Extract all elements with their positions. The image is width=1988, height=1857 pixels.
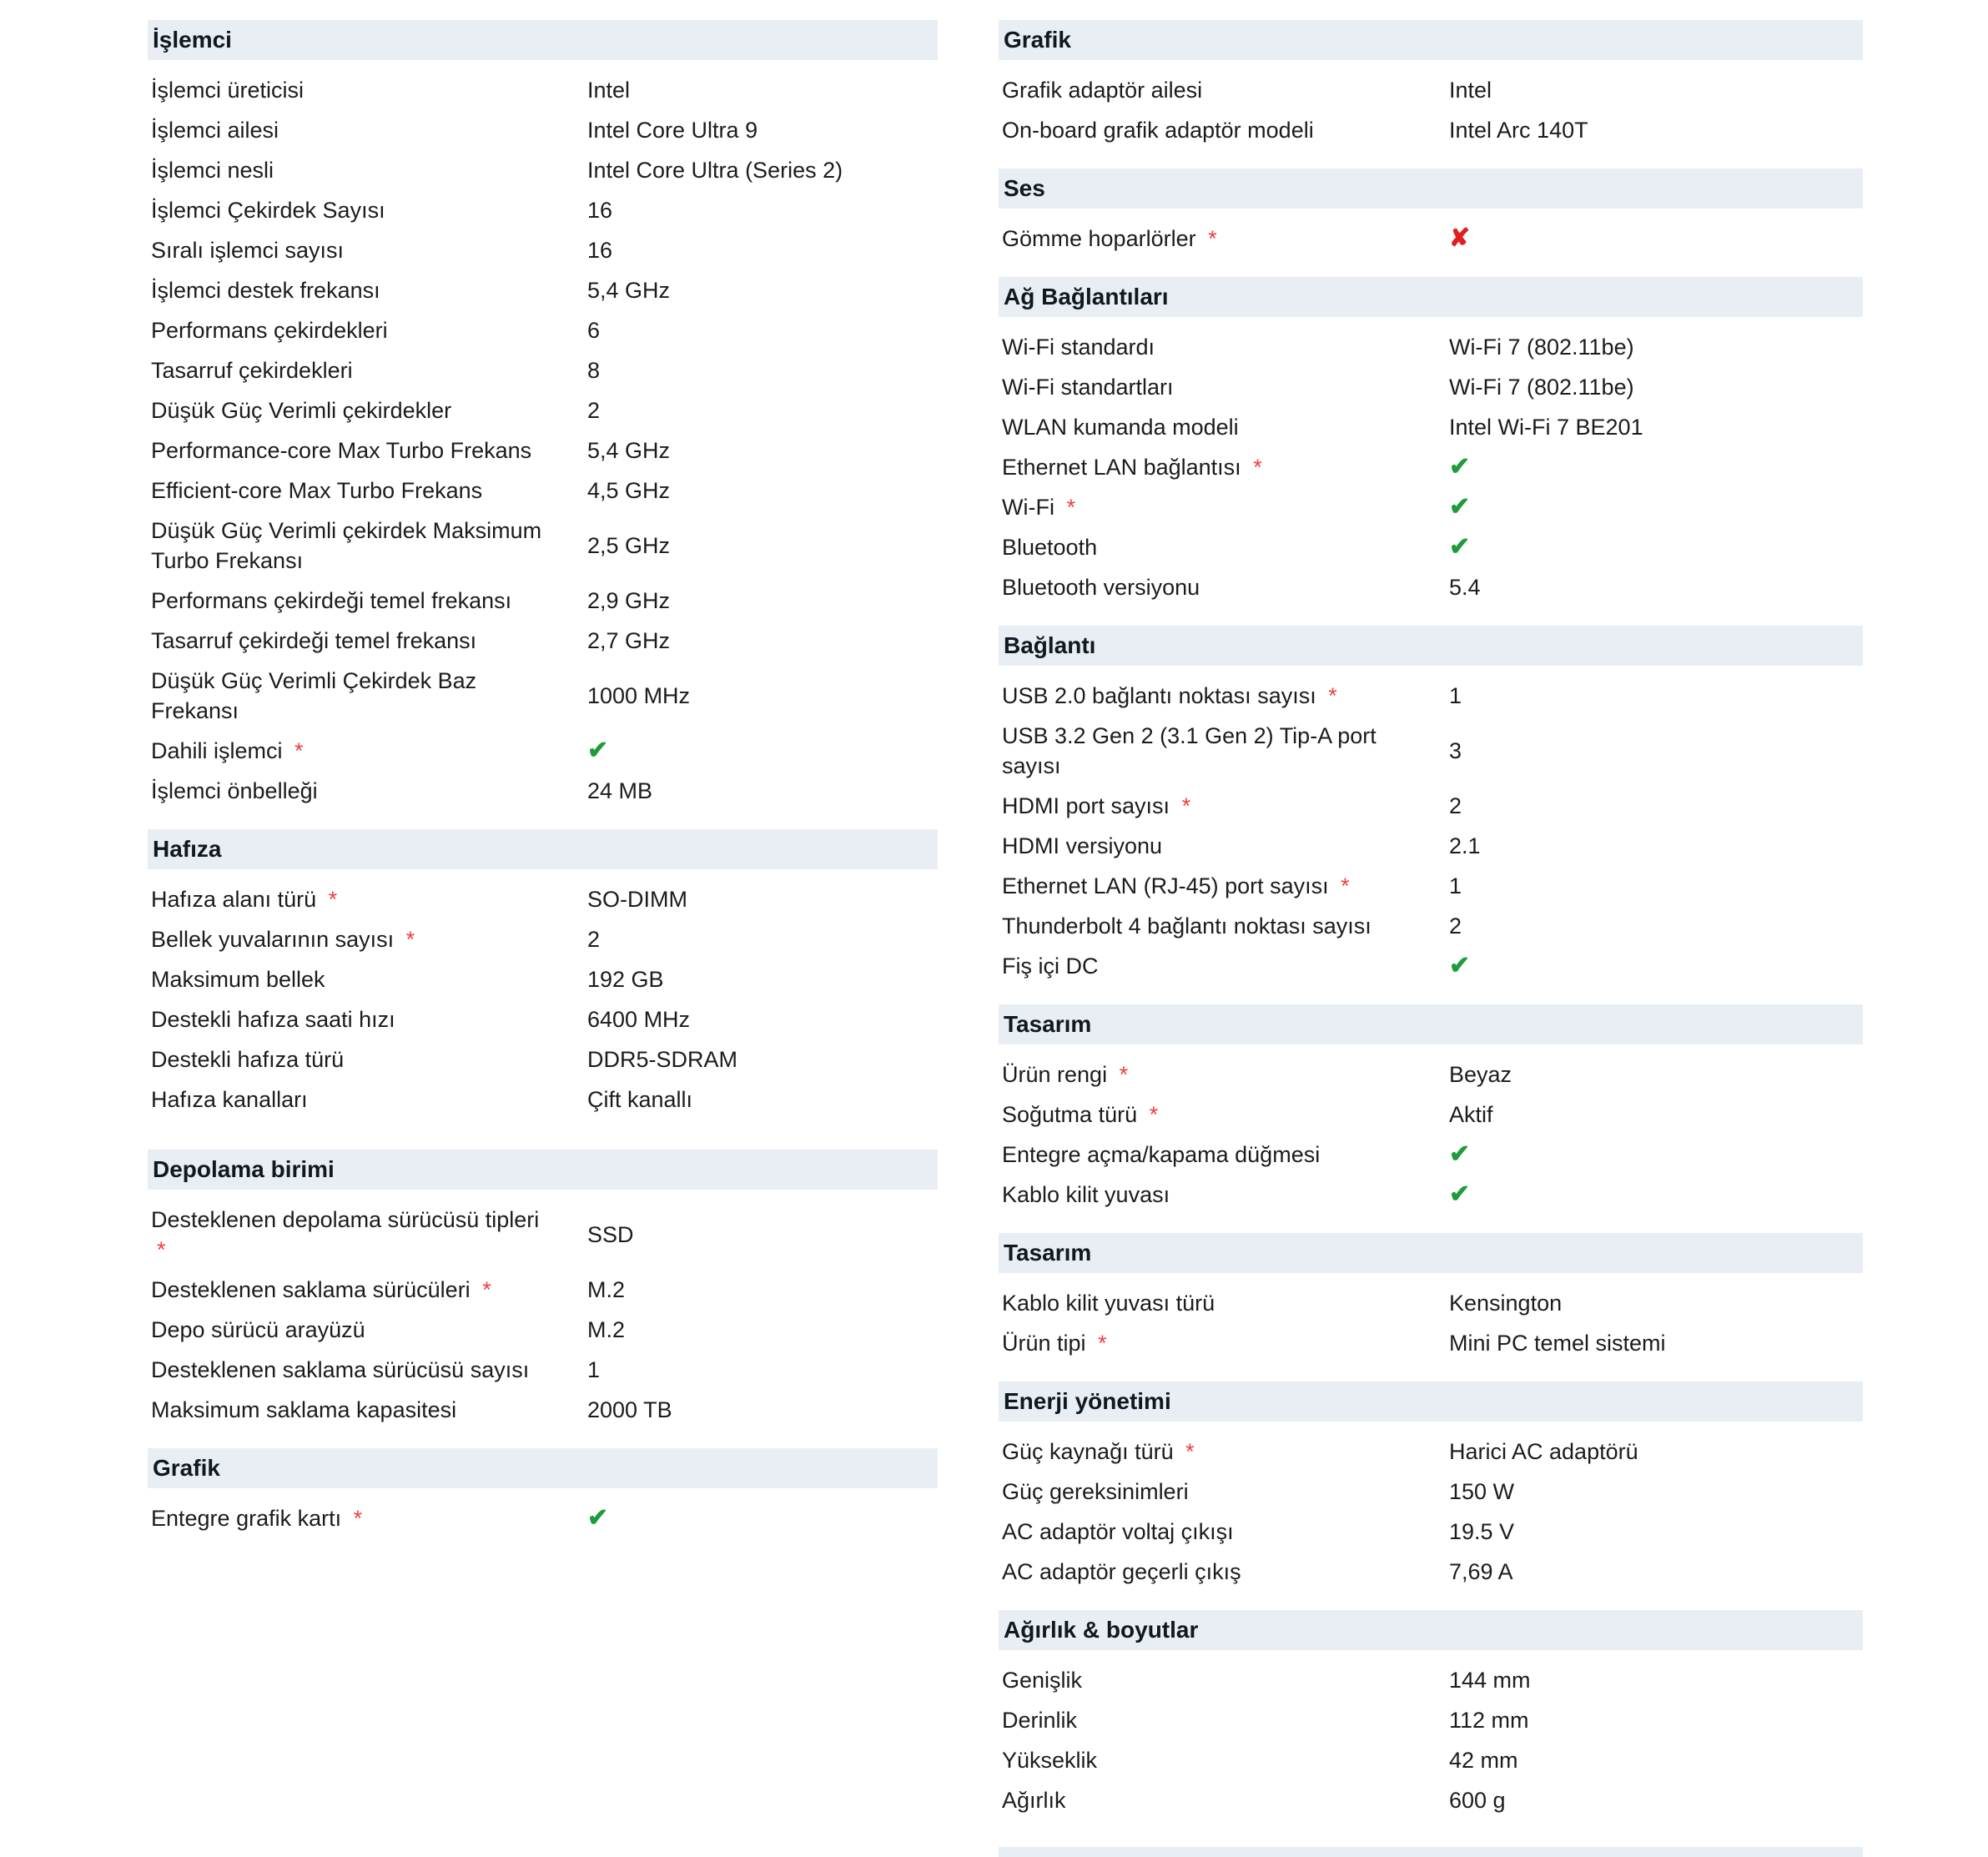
spec-label (151, 1004, 587, 1034)
spec-label-text: Desteklenen saklama sürücüsü sayısı (151, 1357, 530, 1382)
spec-value: Intel Core Ultra 9 (587, 118, 758, 143)
spec-value: 16 (587, 238, 613, 263)
spec-row (999, 1700, 1863, 1740)
spec-row (148, 731, 938, 771)
spec-row (999, 1323, 1863, 1363)
spec-value: Aktif (1449, 1102, 1493, 1127)
spec-value: 42 mm (1449, 1748, 1518, 1773)
spec-label (151, 155, 587, 185)
spec-label-text: Entegre açma/kapama düğmesi (1002, 1142, 1321, 1167)
spec-value: 2 (1449, 913, 1462, 939)
spec-label-text: Ürün rengi (1002, 1062, 1108, 1087)
spec-row (999, 1660, 1863, 1700)
spec-label-text: Performans çekirdekleri (151, 318, 388, 343)
spec-value: Intel Arc 140T (1449, 118, 1588, 143)
spec-row (999, 1054, 1863, 1095)
required-asterisk: * (353, 1506, 363, 1531)
spec-label (151, 516, 587, 576)
spec-row (999, 676, 1863, 716)
spec-label-text: Destekli hafıza saati hızı (151, 1007, 395, 1032)
spec-value: SO-DIMM (587, 887, 687, 912)
spec-value: Kensington (1449, 1291, 1563, 1316)
section-header: Tasarım (999, 1004, 1863, 1044)
spec-label-text: Wi-Fi standardı (1002, 335, 1155, 360)
spec-row (148, 1200, 938, 1270)
spec-label (1002, 492, 1449, 522)
spec-label-text: Hafıza kanalları (151, 1087, 308, 1112)
spec-label (151, 115, 587, 145)
spec-label (151, 964, 587, 994)
section-rows (999, 1432, 1863, 1592)
spec-label (1002, 372, 1449, 402)
spec-label (1002, 831, 1449, 861)
spec-label (151, 586, 587, 616)
spec-row (999, 946, 1863, 986)
right-column (999, 20, 1863, 1820)
spec-label-text: Derinlik (1002, 1708, 1078, 1733)
spec-value: 5,4 GHz (587, 278, 671, 303)
spec-value: 2,9 GHz (587, 588, 671, 613)
spec-label-text: İşlemci Çekirdek Sayısı (151, 198, 385, 223)
spec-label-text: Sıralı işlemci sayısı (151, 238, 345, 263)
section-header: Hafıza (148, 829, 938, 869)
spec-row (999, 567, 1863, 607)
spec-row (148, 1350, 938, 1390)
spec-value: Intel (587, 78, 631, 103)
spec-label-text: Wi-Fi (1002, 495, 1054, 520)
spec-section (999, 20, 1863, 150)
spec-row (999, 1175, 1863, 1215)
spec-section (999, 1004, 1863, 1215)
check-icon: ✔ (1449, 1140, 1471, 1168)
spec-value: Beyaz (1449, 1062, 1512, 1087)
spec-row (999, 110, 1863, 150)
spec-value: 6400 MHz (587, 1007, 691, 1032)
spec-label (1002, 1100, 1449, 1130)
spec-value: 16 (587, 198, 613, 223)
spec-label-text: USB 3.2 Gen 2 (3.1 Gen 2) Tip-A port sayısı (1002, 723, 1377, 778)
spec-row (999, 1512, 1863, 1552)
spec-value: 4,5 GHz (587, 478, 671, 503)
spec-row (999, 527, 1863, 567)
spec-section (148, 1448, 938, 1538)
spec-value: Intel (1449, 78, 1492, 103)
spec-label-text: Maksimum bellek (151, 967, 325, 992)
spec-label-text: WLAN kumanda modeli (1002, 415, 1239, 440)
spec-row (999, 1432, 1863, 1472)
section-rows (999, 70, 1863, 150)
spec-row (148, 310, 938, 350)
spec-value: 8 (587, 358, 601, 383)
spec-row (999, 1135, 1863, 1175)
spec-section (148, 1150, 938, 1430)
spec-label (1002, 791, 1449, 821)
spec-label (151, 435, 587, 466)
spec-label-text: Thunderbolt 4 bağlantı noktası sayısı (1002, 913, 1371, 939)
spec-value: Wi-Fi 7 (802.11be) (1449, 335, 1634, 360)
spec-label-text: AC adaptör geçerli çıkış (1002, 1559, 1241, 1584)
spec-row (148, 230, 938, 270)
spec-label-text: Düşük Güç Verimli çekirdek Maksimum Turbo Frekansı (151, 518, 542, 573)
spec-value: M.2 (587, 1317, 626, 1342)
spec-value: 2.1 (1449, 833, 1481, 858)
spec-row (999, 786, 1863, 826)
section-header: Ağırlık & boyutlar (999, 1610, 1863, 1650)
spec-row (148, 511, 938, 581)
spec-label-text: İşlemci üreticisi (151, 78, 304, 103)
spec-label-text: Dahili işlemci (151, 738, 283, 763)
spec-label (1002, 681, 1449, 711)
spec-row (999, 826, 1863, 866)
spec-row (999, 716, 1863, 786)
spec-label (1002, 1517, 1449, 1547)
spec-value: 1 (1449, 873, 1462, 898)
required-asterisk: * (405, 927, 415, 952)
spec-value: 2000 TB (587, 1397, 672, 1422)
truncated-section-header (999, 1847, 1863, 1857)
required-asterisk: * (157, 1237, 166, 1262)
spec-value: Wi-Fi 7 (802.11be) (1449, 375, 1634, 400)
spec-label-text: Ethernet LAN (RJ-45) port sayısı (1002, 873, 1329, 898)
spec-row (999, 327, 1863, 367)
spec-label (1002, 911, 1449, 941)
spec-row (148, 1390, 938, 1430)
spec-row (148, 1039, 938, 1079)
required-asterisk: * (1208, 226, 1217, 251)
required-asterisk: * (1328, 683, 1337, 708)
required-asterisk: * (1185, 1439, 1195, 1464)
spec-label-text: Tasarruf çekirdeği temel frekansı (151, 628, 477, 653)
spec-label (1002, 532, 1449, 562)
spec-label (151, 1315, 587, 1345)
spec-label-text: Bluetooth versiyonu (1002, 575, 1200, 600)
spec-row (999, 407, 1863, 447)
spec-section (999, 1381, 1863, 1592)
section-header: Grafik (999, 20, 1863, 60)
spec-value: 3 (1449, 738, 1462, 763)
section-rows (148, 70, 938, 811)
spec-label-text: Bellek yuvalarının sayısı (151, 927, 395, 952)
section-rows (999, 1054, 1863, 1215)
section-rows (148, 879, 938, 1120)
spec-label (1002, 1785, 1449, 1815)
spec-row (148, 110, 938, 150)
spec-label (151, 275, 587, 305)
spec-row (148, 999, 938, 1039)
spec-label (1002, 1288, 1449, 1318)
spec-label (151, 1044, 587, 1074)
spec-section (999, 1233, 1863, 1363)
spec-label (151, 195, 587, 225)
left-column (148, 20, 938, 1538)
check-icon: ✔ (587, 1504, 609, 1532)
spec-value: DDR5-SDRAM (587, 1047, 738, 1072)
spec-label-text: Fiş içi DC (1002, 954, 1099, 979)
spec-label-text: Destekli hafıza türü (151, 1047, 345, 1072)
spec-row (148, 190, 938, 230)
spec-row (148, 270, 938, 310)
spec-label (1002, 1437, 1449, 1467)
spec-label-text: Soğutma türü (1002, 1102, 1138, 1127)
spec-label (151, 1355, 587, 1385)
section-rows (999, 1660, 1863, 1820)
spec-section (999, 626, 1863, 986)
required-asterisk: * (328, 887, 338, 912)
spec-label-text: On-board grafik adaptör modeli (1002, 118, 1314, 143)
spec-label (151, 1503, 587, 1533)
spec-value: 1 (1449, 683, 1462, 708)
spec-row (999, 219, 1863, 259)
spec-row (999, 1283, 1863, 1323)
section-rows (999, 327, 1863, 607)
spec-label (1002, 452, 1449, 482)
spec-label (151, 776, 587, 806)
spec-label (151, 476, 587, 506)
spec-label (1002, 224, 1449, 254)
spec-label-text: Depo sürücü arayüzü (151, 1317, 365, 1342)
spec-label-text: İşlemci önbelleği (151, 778, 318, 803)
spec-label (151, 1395, 587, 1425)
section-header: Enerji yönetimi (999, 1381, 1863, 1422)
spec-row (148, 1270, 938, 1310)
spec-row (148, 350, 938, 390)
section-header: Depolama birimi (148, 1150, 938, 1190)
spec-section (148, 20, 938, 811)
spec-value: 5,4 GHz (587, 438, 671, 463)
spec-value: 192 GB (587, 967, 664, 992)
spec-value: 1000 MHz (587, 683, 691, 708)
spec-row (999, 1780, 1863, 1820)
spec-row (148, 70, 938, 110)
spec-label-text: Wi-Fi standartları (1002, 375, 1174, 400)
spec-section (999, 169, 1863, 259)
spec-label-text: Entegre grafik kartı (151, 1506, 342, 1531)
spec-row (999, 1472, 1863, 1512)
spec-row (999, 1552, 1863, 1592)
spec-row (999, 367, 1863, 407)
spec-label-text: Güç gereksinimleri (1002, 1479, 1189, 1504)
spec-label (151, 1085, 587, 1115)
spec-label-text: Ürün tipi (1002, 1331, 1086, 1356)
spec-label-text: Desteklenen depolama sürücüsü tipleri (151, 1207, 540, 1232)
spec-label (1002, 572, 1449, 602)
spec-row (148, 1079, 938, 1120)
spec-label (151, 666, 587, 726)
required-asterisk: * (1341, 873, 1350, 898)
spec-value: 6 (587, 318, 601, 343)
spec-label (1002, 1665, 1449, 1695)
spec-label-text: HDMI port sayısı (1002, 793, 1170, 818)
spec-label (1002, 1328, 1449, 1358)
spec-label-text: Maksimum saklama kapasitesi (151, 1397, 457, 1422)
spec-label-text: Genişlik (1002, 1668, 1083, 1693)
required-asterisk: * (294, 738, 304, 763)
spec-value: Intel Core Ultra (Series 2) (587, 158, 843, 183)
spec-row (148, 661, 938, 731)
spec-label (151, 355, 587, 385)
required-asterisk: * (482, 1277, 491, 1302)
spec-label (1002, 1745, 1449, 1775)
check-icon: ✔ (1449, 533, 1471, 561)
spec-value: 144 mm (1449, 1668, 1531, 1693)
spec-label-text: Kablo kilit yuvası (1002, 1182, 1170, 1207)
spec-label-text: İşlemci destek frekansı (151, 278, 380, 303)
spec-row (999, 906, 1863, 946)
spec-value: 5.4 (1449, 575, 1481, 600)
spec-label (1002, 115, 1449, 145)
required-asterisk: * (1066, 495, 1075, 520)
section-header: Bağlantı (999, 626, 1863, 666)
section-header: İşlemci (148, 20, 938, 60)
spec-row (999, 866, 1863, 906)
required-asterisk: * (1098, 1331, 1107, 1356)
section-rows (148, 1498, 938, 1538)
spec-label-text: Performance-core Max Turbo Frekans (151, 438, 532, 463)
spec-label-text: Güç kaynağı türü (1002, 1439, 1174, 1464)
section-header: Ses (999, 169, 1863, 209)
spec-row (999, 447, 1863, 487)
spec-label-text: Tasarruf çekirdekleri (151, 358, 353, 383)
spec-value: 7,69 A (1449, 1559, 1513, 1584)
check-icon: ✔ (1449, 453, 1471, 481)
spec-label-text: Yükseklik (1002, 1748, 1098, 1773)
spec-label (151, 884, 587, 914)
spec-row (148, 1310, 938, 1350)
spec-label (1002, 1059, 1449, 1090)
spec-label (151, 1205, 587, 1265)
spec-label (151, 235, 587, 265)
spec-value: Çift kanallı (587, 1087, 693, 1112)
spec-label-text: Hafıza alanı türü (151, 887, 317, 912)
spec-value: Mini PC temel sistemi (1449, 1331, 1666, 1356)
spec-value: 2,5 GHz (587, 533, 671, 558)
spec-label (151, 626, 587, 656)
required-asterisk: * (1253, 455, 1262, 480)
spec-label (1002, 1140, 1449, 1170)
spec-label-text: İşlemci ailesi (151, 118, 279, 143)
spec-label-text: Düşük Güç Verimli Çekirdek Baz Frekansı (151, 668, 477, 723)
spec-value: M.2 (587, 1277, 626, 1302)
spec-label-text: Efficient-core Max Turbo Frekans (151, 478, 483, 503)
spec-label (1002, 871, 1449, 901)
spec-label-text: Bluetooth (1002, 535, 1098, 560)
cross-icon: ✘ (1449, 224, 1471, 252)
spec-row (148, 621, 938, 661)
spec-value: 150 W (1449, 1479, 1515, 1504)
spec-value: SSD (587, 1222, 634, 1247)
check-icon: ✔ (1449, 493, 1471, 521)
spec-value: 2 (587, 398, 601, 423)
spec-value: 1 (587, 1357, 601, 1382)
spec-row (148, 1498, 938, 1538)
spec-label (1002, 412, 1449, 442)
spec-label-text: Performans çekirdeği temel frekansı (151, 588, 512, 613)
spec-label (1002, 721, 1449, 781)
spec-label-text: Grafik adaptör ailesi (1002, 78, 1203, 103)
spec-row (148, 430, 938, 471)
check-icon: ✔ (587, 737, 609, 764)
required-asterisk: * (1149, 1102, 1159, 1127)
spec-row (148, 150, 938, 190)
spec-row (148, 390, 938, 430)
spec-value: 112 mm (1449, 1708, 1529, 1733)
spec-row (999, 1095, 1863, 1135)
spec-label-text: Kablo kilit yuvası türü (1002, 1291, 1215, 1316)
spec-label-text: AC adaptör voltaj çıkışı (1002, 1519, 1234, 1544)
spec-label-text: Desteklenen saklama sürücüleri (151, 1277, 471, 1302)
spec-label (1002, 1180, 1449, 1210)
spec-label (1002, 75, 1449, 105)
spec-label-text: Gömme hoparlörler (1002, 226, 1196, 251)
spec-label (1002, 951, 1449, 981)
spec-value: Intel Wi-Fi 7 BE201 (1449, 415, 1643, 440)
required-asterisk: * (1181, 793, 1191, 818)
spec-section (999, 277, 1863, 607)
section-header: Ağ Bağlantıları (999, 277, 1863, 317)
spec-value: 2 (1449, 793, 1462, 818)
spec-label (1002, 1557, 1449, 1587)
spec-value: 19.5 V (1449, 1519, 1515, 1544)
spec-value: 600 g (1449, 1788, 1506, 1813)
spec-label (151, 1275, 587, 1305)
spec-label-text: İşlemci nesli (151, 158, 274, 183)
spec-value: 24 MB (587, 778, 653, 803)
spec-label (151, 736, 587, 766)
spec-label-text: Düşük Güç Verimli çekirdekler (151, 398, 452, 423)
section-rows (999, 219, 1863, 259)
spec-label-text: Ethernet LAN bağlantısı (1002, 455, 1241, 480)
spec-label (151, 315, 587, 345)
section-header: Grafik (148, 1448, 938, 1488)
spec-row (148, 771, 938, 811)
spec-label (1002, 332, 1449, 362)
spec-value: 2,7 GHz (587, 628, 671, 653)
spec-section (999, 1610, 1863, 1820)
spec-label (151, 924, 587, 954)
check-icon: ✔ (1449, 952, 1471, 979)
spec-value: Harici AC adaptörü (1449, 1439, 1638, 1464)
spec-label-text: Ağırlık (1002, 1788, 1066, 1813)
spec-row (148, 919, 938, 959)
spec-label (151, 75, 587, 105)
spec-value: 2 (587, 927, 601, 952)
spec-label (1002, 1705, 1449, 1735)
section-rows (999, 676, 1863, 986)
spec-label (1002, 1477, 1449, 1507)
spec-label (151, 395, 587, 425)
required-asterisk: * (1119, 1062, 1129, 1087)
spec-label-text: USB 2.0 bağlantı noktası sayısı (1002, 683, 1316, 708)
spec-row (148, 959, 938, 999)
spec-row (148, 581, 938, 621)
section-rows (999, 1283, 1863, 1363)
spec-row (148, 471, 938, 511)
spec-label-text: HDMI versiyonu (1002, 833, 1163, 858)
spec-section (148, 829, 938, 1120)
spec-row (999, 1740, 1863, 1780)
spec-row (999, 487, 1863, 527)
section-rows (148, 1200, 938, 1430)
section-header: Tasarım (999, 1233, 1863, 1273)
spec-row (148, 879, 938, 919)
check-icon: ✔ (1449, 1180, 1471, 1208)
spec-row (999, 70, 1863, 110)
